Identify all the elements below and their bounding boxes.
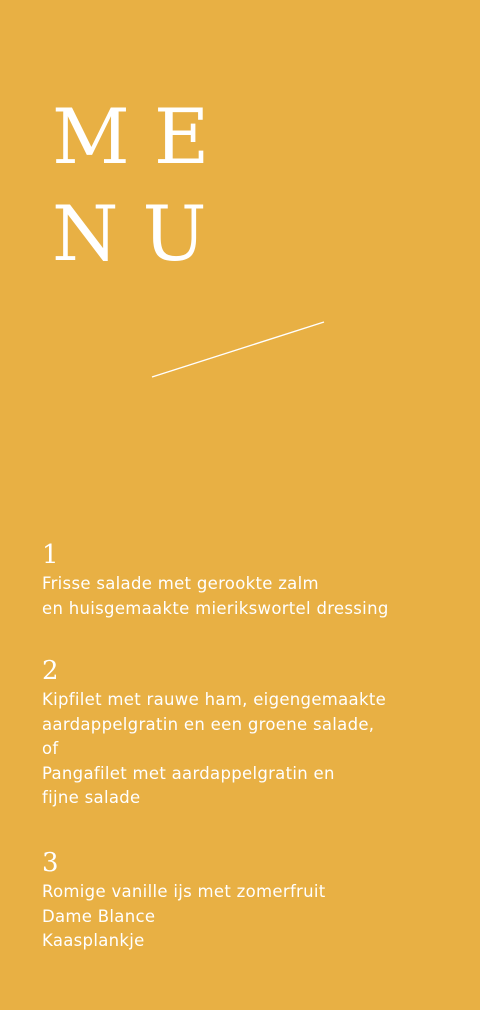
course-description-line: en huisgemaakte mierikswortel dressing bbox=[42, 598, 389, 618]
course-description-line: fijne salade bbox=[42, 788, 141, 807]
course-3 bbox=[42, 848, 462, 954]
course-description-line: Frisse salade met gerookte zalm bbox=[42, 574, 319, 593]
decorative-divider-line bbox=[150, 318, 328, 382]
course-number: 3 bbox=[42, 848, 59, 878]
course-2 bbox=[42, 656, 462, 811]
course-1 bbox=[42, 540, 462, 621]
course-description-line: Pangafilet met aardappelgratin en bbox=[42, 763, 335, 783]
course-description-line: of bbox=[42, 739, 59, 758]
course-description-line: Romige vanille ijs met zomerfruit bbox=[42, 882, 326, 901]
course-description-line: aardappelgratin en een groene salade, bbox=[42, 714, 375, 734]
course-description-line: Kaasplankje bbox=[42, 931, 145, 950]
course-description-line: Kipfilet met rauwe ham, eigengemaakte bbox=[42, 690, 387, 709]
course-description-line: Dame Blance bbox=[42, 906, 156, 926]
course-number: 1 bbox=[42, 540, 59, 570]
menu-title-line-2: NU bbox=[52, 189, 231, 278]
menu-title-line-1: ME bbox=[52, 92, 234, 181]
course-number: 2 bbox=[42, 656, 59, 686]
